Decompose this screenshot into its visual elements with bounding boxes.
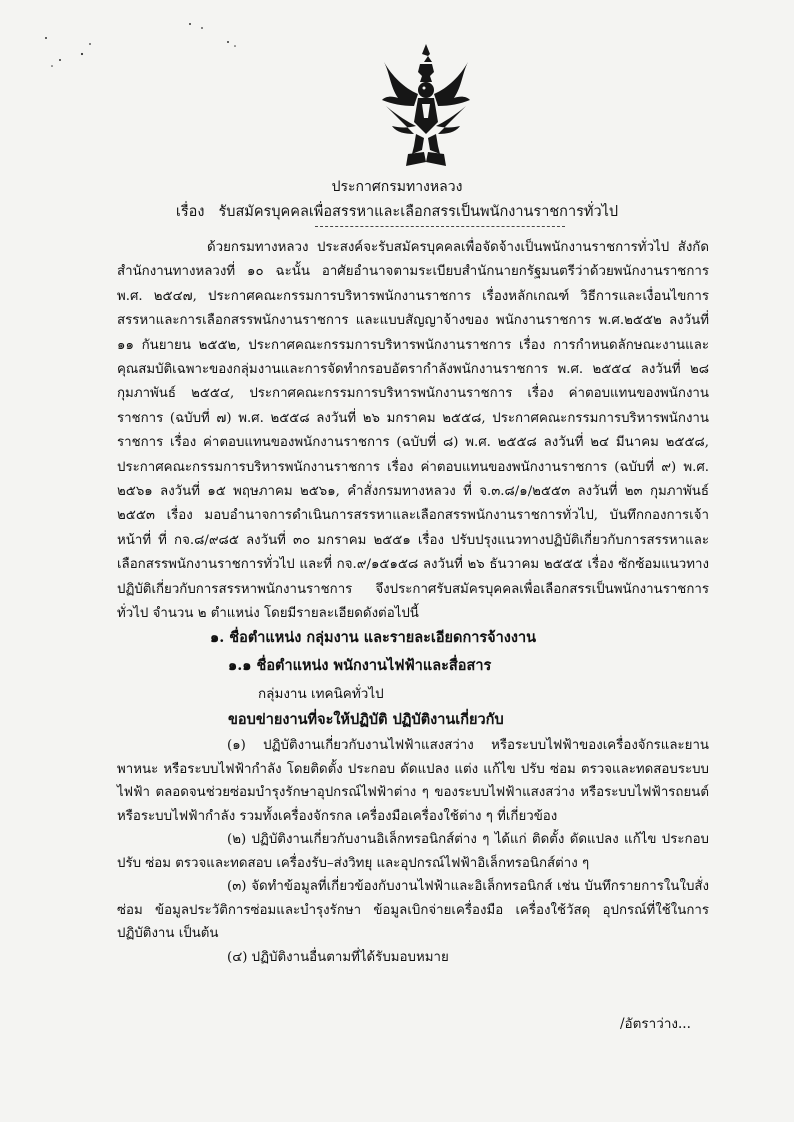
subject-line (0, 200, 794, 223)
section-1-1-heading: ๑.๑ ชื่อตำแหน่ง พนักงานไฟฟ้าและสื่อสาร (228, 657, 492, 674)
scope-heading: ขอบข่ายงานที่จะให้ปฏิบัติ ปฏิบัติงานเกี่ยวกับ (228, 711, 504, 728)
duty-item-3: (๓) จัดทำข้อมูลที่เกี่ยวข้องกับงานไฟฟ้าและอิเล็กทรอนิกส์ เช่น บันทึกรายการในใบสั่งซ่อม ข้อมูลประวัติการซ่อมและบำรุงรักษา ข้อมูลเบิกจ่ายเครื่องมือ เครื่องใช้วัสดุ อุปกรณ์ที่ใช้ในการปฏิบัติงาน เป็นต้น (117, 879, 709, 941)
job-group: กลุ่มงาน เทคนิคทั่วไป (258, 686, 384, 702)
announcement-title: ประกาศกรมทางหลวง (331, 179, 463, 195)
scan-specks (30, 10, 290, 80)
title-divider (315, 226, 565, 227)
duty-item-2: (๒) ปฏิบัติงานเกี่ยวกับงานอิเล็กทรอนิกส์ต่าง ๆ ได้แก่ ติดตั้ง ดัดแปลง แก้ไข ประกอบ ปรับ ซ่อม ตรวจและทดสอบ เครื่องรับ–ส่งวิทยุ และอุปกรณ์ไฟฟ้าอิเล็กทรอนิกส์ต่าง ๆ (117, 832, 709, 871)
intro-paragraph (117, 236, 709, 627)
intro-text: ด้วยกรมทางหลวง ประสงค์จะรับสมัครบุคคลเพื่อจัดจ้างเป็นพนักงานราชการทั่วไป สังกัดสำนักงานทางหลวงที่ ๑๐ ฉะนั้น อาศัยอำนาจตามระเบียบสำนักนายกรัฐมนตรีว่าด้วยพนักงานราชการ พ.ศ. ๒๕๔๗, ประกาศคณะกรรมการบริหารพนักงานราชการ เรื่องหลักเกณฑ์ วิธีการและเงื่อนไขการสรรหาและการเลือกสรรพนักงานราชการ และแบบสัญญาจ้างของ พนักงานราชการ พ.ศ.๒๕๕๒ ลงวันที่ ๑๑ กันยายน ๒๕๕๒, ประกาศคณะกรรมการบริหารพนักงานราชการ เรื่อง การกำหนดลักษณะงานและคุณสมบัติเฉพาะของกลุ่มงานและการจัดทำกรอบอัตรากำลังพนักงานราชการ พ.ศ. ๒๕๕๔ ลงวันที่ ๒๘ กุมภาพันธ์ ๒๕๕๔, ประกาศคณะกรรมการบริหารพนักงานราชการ เรื่อง ค่าตอบแทนของพนักงานราชการ (ฉบับที่ ๗) พ.ศ. ๒๕๕๘ ลงวันที่ ๒๖ มกราคม ๒๕๕๘, ประกาศคณะกรรมการบริหารพนักงานราชการ เรื่อง ค่าตอบแทนของพนักงานราชการ (ฉบับที่ ๘) พ.ศ. ๒๕๕๘ ลงวันที่ ๒๔ มีนาคม ๒๕๕๘, ประกาศคณะกรรมการบริหารพนักงานราชการ เรื่อง ค่าตอบแทนของพนักงานราชการ (ฉบับที่ ๙) พ.ศ. ๒๕๖๑ ลงวันที่ ๑๕ พฤษภาคม ๒๕๖๑, คำสั่งกรมทางหลวง ที่ จ.๓.๘/๑/๒๕๕๓ ลงวันที่ ๒๓ กุมภาพันธ์ ๒๕๕๓ เรื่อง มอบอำนาจการดำเนินการสรรหาและเลือกสรรพนักงานราชการทั่วไป, บันทึกกองการเจ้าหน้าที่ ที่ กจ.๘/๙๘๕ ลงวันที่ ๓๐ มกราคม ๒๕๕๑ เรื่อง ปรับปรุงแนวทางปฏิบัติเกี่ยวกับการสรรหาและเลือกสรรพนักงานราชการทั่วไป และที่ กจ.๙/๑๕๑๕๘ ลงวันที่ ๒๖ ธันวาคม ๒๕๕๕ เรื่อง ซักซ้อมแนวทางปฏิบัติเกี่ยวกับการสรรหาพนักงานราชการ จึงประกาศรับสมัครบุคคลเพื่อเลือกสรรเป็นพนักงานราชการทั่วไป จำนวน ๒ ตำแหน่ง โดยมีรายละเอียดดังต่อไปนี้ (117, 240, 709, 622)
duty-item-4: (๔) ปฏิบัติงานอื่นตามที่ได้รับมอบหมาย (227, 949, 449, 965)
garuda-emblem (378, 42, 474, 172)
subject-label: เรื่อง (175, 204, 205, 220)
section-1-heading: ๑. ชื่อตำแหน่ง กลุ่มงาน และรายละเอียดการจ้างงาน (210, 629, 537, 646)
subject-text: รับสมัครบุคคลเพื่อสรรหาและเลือกสรรเป็นพนักงานราชการทั่วไป (218, 204, 619, 220)
duty-list (117, 734, 709, 969)
duty-item-1: (๑) ปฏิบัติงานเกี่ยวกับงานไฟฟ้าแสงสว่าง หรือระบบไฟฟ้าของเครื่องจักรและยานพาหนะ หรือระบบไฟฟ้ากำลัง โดยติดตั้ง ประกอบ ดัดแปลง แต่ง แก้ไข ปรับ ซ่อม ตรวจและทดสอบระบบไฟฟ้า ตลอดจนช่วยซ่อมบำรุงรักษาอุปกรณ์ไฟฟ้าต่าง ๆ ของระบบไฟฟ้าแสงสว่าง หรือระบบไฟฟ้ารถยนต์ หรือระบบไฟฟ้ากำลัง รวมทั้งเครื่องจักรกล เครื่องมือเครื่องใช้ต่าง ๆ ที่เกี่ยวข้อง (117, 738, 709, 824)
continuation-marker: /อัตราว่าง... (620, 1016, 691, 1032)
